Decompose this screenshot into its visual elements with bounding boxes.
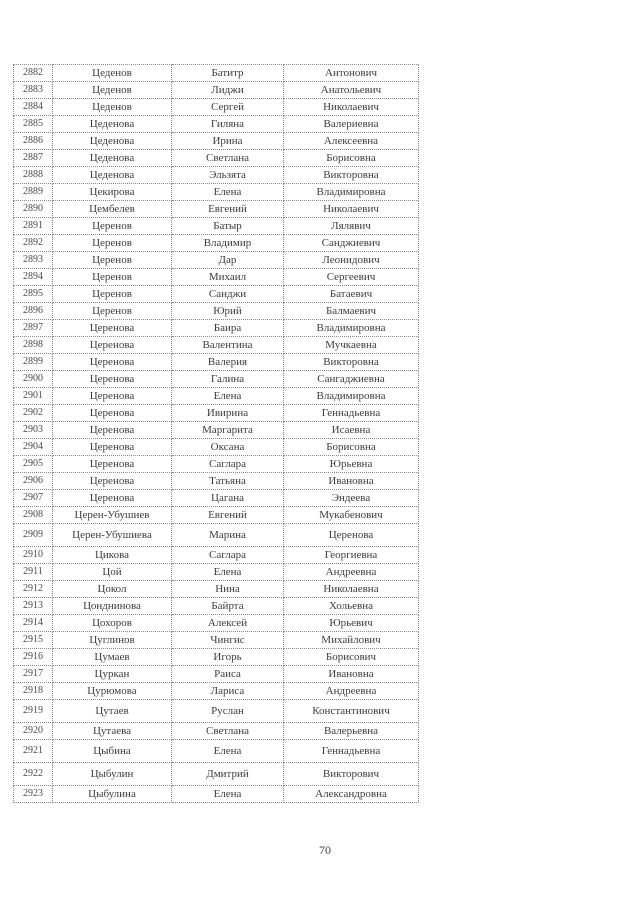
patronymic-cell: Михайлович	[284, 632, 419, 649]
table-row	[14, 235, 419, 252]
patronymic-cell: Алексеевна	[284, 133, 419, 150]
last-name-cell: Церенов	[53, 286, 172, 303]
table-row	[14, 763, 419, 786]
row-number-cell: 2896	[14, 303, 53, 320]
table-row	[14, 218, 419, 235]
patronymic-cell: Батаевич	[284, 286, 419, 303]
table-row	[14, 507, 419, 524]
first-name-cell: Алексей	[172, 615, 284, 632]
last-name-cell: Цеденов	[53, 82, 172, 99]
patronymic-cell: Церенова	[284, 524, 419, 547]
last-name-cell: Цеденов	[53, 65, 172, 82]
table-row	[14, 354, 419, 371]
last-name-cell: Церенов	[53, 303, 172, 320]
patronymic-cell: Балмаевич	[284, 303, 419, 320]
last-name-cell: Цикова	[53, 547, 172, 564]
first-name-cell: Руслан	[172, 700, 284, 723]
row-number-cell: 2919	[14, 700, 53, 723]
patronymic-cell: Борисович	[284, 649, 419, 666]
patronymic-cell: Александровна	[284, 786, 419, 803]
patronymic-cell: Геннадьевна	[284, 405, 419, 422]
first-name-cell: Елена	[172, 740, 284, 763]
patronymic-cell: Викторовна	[284, 167, 419, 184]
last-name-cell: Цыбина	[53, 740, 172, 763]
last-name-cell: Цеденова	[53, 167, 172, 184]
row-number-cell: 2900	[14, 371, 53, 388]
row-number-cell: 2882	[14, 65, 53, 82]
first-name-cell: Юрий	[172, 303, 284, 320]
first-name-cell: Батыр	[172, 218, 284, 235]
row-number-cell: 2909	[14, 524, 53, 547]
last-name-cell: Цутаев	[53, 700, 172, 723]
first-name-cell: Елена	[172, 388, 284, 405]
table-row	[14, 269, 419, 286]
last-name-cell: Цонднинова	[53, 598, 172, 615]
patronymic-cell: Сангаджиевна	[284, 371, 419, 388]
first-name-cell: Дар	[172, 252, 284, 269]
first-name-cell: Михаил	[172, 269, 284, 286]
first-name-cell: Саглара	[172, 547, 284, 564]
table-row	[14, 615, 419, 632]
patronymic-cell: Хольевна	[284, 598, 419, 615]
patronymic-cell: Борисовна	[284, 439, 419, 456]
table-row	[14, 490, 419, 507]
patronymic-cell: Андреевна	[284, 683, 419, 700]
table-row	[14, 547, 419, 564]
row-number-cell: 2887	[14, 150, 53, 167]
patronymic-cell: Санджиевич	[284, 235, 419, 252]
table-row	[14, 133, 419, 150]
patronymic-cell: Константинович	[284, 700, 419, 723]
table-row	[14, 184, 419, 201]
table-row	[14, 286, 419, 303]
row-number-cell: 2921	[14, 740, 53, 763]
patronymic-cell: Геннадьевна	[284, 740, 419, 763]
last-name-cell: Цуглинов	[53, 632, 172, 649]
last-name-cell: Цеденова	[53, 133, 172, 150]
row-number-cell: 2922	[14, 763, 53, 786]
last-name-cell: Цембелев	[53, 201, 172, 218]
table-row	[14, 564, 419, 581]
table-row	[14, 167, 419, 184]
table-row	[14, 723, 419, 740]
last-name-cell: Церенова	[53, 354, 172, 371]
table-row	[14, 473, 419, 490]
patronymic-cell: Владимировна	[284, 184, 419, 201]
row-number-cell: 2891	[14, 218, 53, 235]
first-name-cell: Оксана	[172, 439, 284, 456]
first-name-cell: Эльзята	[172, 167, 284, 184]
row-number-cell: 2905	[14, 456, 53, 473]
first-name-cell: Раиса	[172, 666, 284, 683]
table-row	[14, 740, 419, 763]
first-name-cell: Чингис	[172, 632, 284, 649]
last-name-cell: Цуркан	[53, 666, 172, 683]
row-number-cell: 2898	[14, 337, 53, 354]
patronymic-cell: Сергеевич	[284, 269, 419, 286]
first-name-cell: Марина	[172, 524, 284, 547]
first-name-cell: Дмитрий	[172, 763, 284, 786]
first-name-cell: Ирина	[172, 133, 284, 150]
first-name-cell: Галина	[172, 371, 284, 388]
table-row	[14, 683, 419, 700]
first-name-cell: Саглара	[172, 456, 284, 473]
first-name-cell: Ивирина	[172, 405, 284, 422]
patronymic-cell: Николаевич	[284, 201, 419, 218]
roster-table-body	[14, 65, 419, 803]
patronymic-cell: Леонидович	[284, 252, 419, 269]
row-number-cell: 2885	[14, 116, 53, 133]
table-row	[14, 524, 419, 547]
last-name-cell: Церенова	[53, 388, 172, 405]
patronymic-cell: Мукабенович	[284, 507, 419, 524]
row-number-cell: 2889	[14, 184, 53, 201]
row-number-cell: 2902	[14, 405, 53, 422]
last-name-cell: Цурюмова	[53, 683, 172, 700]
patronymic-cell: Николаевна	[284, 581, 419, 598]
first-name-cell: Елена	[172, 564, 284, 581]
first-name-cell: Владимир	[172, 235, 284, 252]
last-name-cell: Церен-Убушиев	[53, 507, 172, 524]
last-name-cell: Цокол	[53, 581, 172, 598]
row-number-cell: 2912	[14, 581, 53, 598]
last-name-cell: Цекирова	[53, 184, 172, 201]
last-name-cell: Церенов	[53, 252, 172, 269]
first-name-cell: Лиджи	[172, 82, 284, 99]
table-row	[14, 337, 419, 354]
last-name-cell: Цой	[53, 564, 172, 581]
table-row	[14, 371, 419, 388]
row-number-cell: 2910	[14, 547, 53, 564]
row-number-cell: 2911	[14, 564, 53, 581]
first-name-cell: Баира	[172, 320, 284, 337]
table-row	[14, 422, 419, 439]
last-name-cell: Церенова	[53, 422, 172, 439]
patronymic-cell: Владимировна	[284, 388, 419, 405]
row-number-cell: 2906	[14, 473, 53, 490]
last-name-cell: Церенова	[53, 490, 172, 507]
table-row	[14, 303, 419, 320]
table-row	[14, 666, 419, 683]
first-name-cell: Санджи	[172, 286, 284, 303]
first-name-cell: Валерия	[172, 354, 284, 371]
patronymic-cell: Эндеева	[284, 490, 419, 507]
patronymic-cell: Исаевна	[284, 422, 419, 439]
first-name-cell: Татьяна	[172, 473, 284, 490]
patronymic-cell: Владимировна	[284, 320, 419, 337]
row-number-cell: 2923	[14, 786, 53, 803]
row-number-cell: 2895	[14, 286, 53, 303]
first-name-cell: Игорь	[172, 649, 284, 666]
last-name-cell: Цыбулин	[53, 763, 172, 786]
row-number-cell: 2888	[14, 167, 53, 184]
row-number-cell: 2884	[14, 99, 53, 116]
first-name-cell: Байрта	[172, 598, 284, 615]
patronymic-cell: Георгиевна	[284, 547, 419, 564]
page-number: 70	[319, 843, 331, 857]
last-name-cell: Церенов	[53, 218, 172, 235]
table-row	[14, 786, 419, 803]
table-row	[14, 649, 419, 666]
last-name-cell: Церенов	[53, 235, 172, 252]
patronymic-cell: Валерьевна	[284, 723, 419, 740]
last-name-cell: Церенова	[53, 456, 172, 473]
row-number-cell: 2904	[14, 439, 53, 456]
table-row	[14, 632, 419, 649]
patronymic-cell: Ивановна	[284, 473, 419, 490]
last-name-cell: Цыбулина	[53, 786, 172, 803]
patronymic-cell: Ивановна	[284, 666, 419, 683]
patronymic-cell: Анатольевич	[284, 82, 419, 99]
patronymic-cell: Викторовна	[284, 354, 419, 371]
row-number-cell: 2913	[14, 598, 53, 615]
row-number-cell: 2914	[14, 615, 53, 632]
patronymic-cell: Юрьевна	[284, 456, 419, 473]
table-row	[14, 456, 419, 473]
last-name-cell: Церенова	[53, 337, 172, 354]
first-name-cell: Цагана	[172, 490, 284, 507]
last-name-cell: Цутаева	[53, 723, 172, 740]
row-number-cell: 2893	[14, 252, 53, 269]
last-name-cell: Церенова	[53, 371, 172, 388]
patronymic-cell: Мучкаевна	[284, 337, 419, 354]
first-name-cell: Светлана	[172, 150, 284, 167]
table-row	[14, 252, 419, 269]
row-number-cell: 2886	[14, 133, 53, 150]
row-number-cell: 2890	[14, 201, 53, 218]
last-name-cell: Церенова	[53, 439, 172, 456]
table-row	[14, 439, 419, 456]
first-name-cell: Нина	[172, 581, 284, 598]
first-name-cell: Елена	[172, 184, 284, 201]
last-name-cell: Цумаев	[53, 649, 172, 666]
table-row	[14, 201, 419, 218]
table-row	[14, 65, 419, 82]
table-row	[14, 150, 419, 167]
first-name-cell: Маргарита	[172, 422, 284, 439]
first-name-cell: Светлана	[172, 723, 284, 740]
row-number-cell: 2918	[14, 683, 53, 700]
table-row	[14, 82, 419, 99]
last-name-cell: Церенова	[53, 320, 172, 337]
row-number-cell: 2920	[14, 723, 53, 740]
table-row	[14, 700, 419, 723]
row-number-cell: 2901	[14, 388, 53, 405]
patronymic-cell: Викторович	[284, 763, 419, 786]
row-number-cell: 2916	[14, 649, 53, 666]
patronymic-cell: Лялявич	[284, 218, 419, 235]
table-row	[14, 320, 419, 337]
table-row	[14, 116, 419, 133]
first-name-cell: Гиляна	[172, 116, 284, 133]
last-name-cell: Цохоров	[53, 615, 172, 632]
patronymic-cell: Валериевна	[284, 116, 419, 133]
table-row	[14, 405, 419, 422]
row-number-cell: 2897	[14, 320, 53, 337]
row-number-cell: 2907	[14, 490, 53, 507]
table-row	[14, 388, 419, 405]
row-number-cell: 2903	[14, 422, 53, 439]
row-number-cell: 2917	[14, 666, 53, 683]
row-number-cell: 2883	[14, 82, 53, 99]
last-name-cell: Церенова	[53, 473, 172, 490]
table-row	[14, 598, 419, 615]
first-name-cell: Евгений	[172, 201, 284, 218]
first-name-cell: Сергей	[172, 99, 284, 116]
table-row	[14, 99, 419, 116]
first-name-cell: Евгений	[172, 507, 284, 524]
patronymic-cell: Андреевна	[284, 564, 419, 581]
row-number-cell: 2892	[14, 235, 53, 252]
last-name-cell: Церенов	[53, 269, 172, 286]
row-number-cell: 2915	[14, 632, 53, 649]
row-number-cell: 2908	[14, 507, 53, 524]
row-number-cell: 2899	[14, 354, 53, 371]
first-name-cell: Батитр	[172, 65, 284, 82]
last-name-cell: Цеденов	[53, 99, 172, 116]
first-name-cell: Елена	[172, 786, 284, 803]
roster-table	[13, 64, 419, 803]
last-name-cell: Цеденова	[53, 116, 172, 133]
patronymic-cell: Антонович	[284, 65, 419, 82]
patronymic-cell: Борисовна	[284, 150, 419, 167]
row-number-cell: 2894	[14, 269, 53, 286]
first-name-cell: Лариса	[172, 683, 284, 700]
last-name-cell: Цеденова	[53, 150, 172, 167]
patronymic-cell: Юрьевич	[284, 615, 419, 632]
first-name-cell: Валентина	[172, 337, 284, 354]
patronymic-cell: Николаевич	[284, 99, 419, 116]
table-row	[14, 581, 419, 598]
last-name-cell: Церен-Убушиева	[53, 524, 172, 547]
last-name-cell: Церенова	[53, 405, 172, 422]
